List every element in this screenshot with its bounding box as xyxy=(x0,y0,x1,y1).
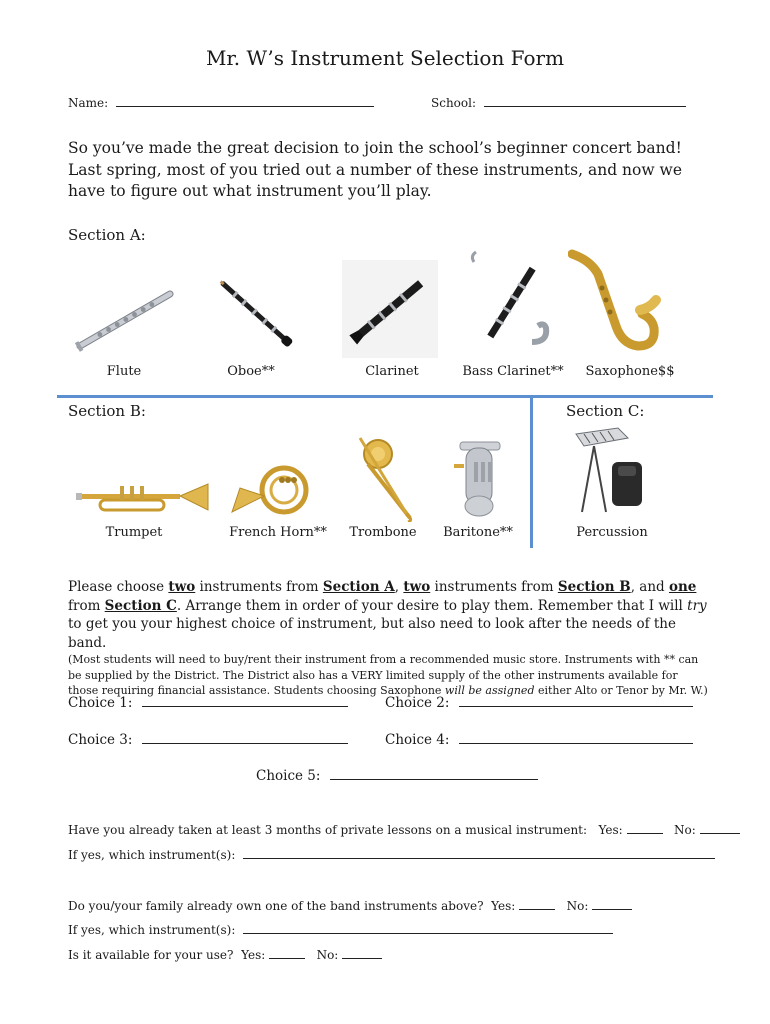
name-field[interactable] xyxy=(68,94,374,110)
intro-paragraph: So you’ve made the great decision to join the school’s beginner concert band! Last spring, most of you tried out a number of these instruments, and now we have to figure out what instrument you’ll play. xyxy=(68,139,682,200)
choice-2-field[interactable] xyxy=(385,694,693,711)
one-emphasis: one xyxy=(668,579,697,595)
available-yes-line[interactable] xyxy=(269,946,305,959)
french-horn-image xyxy=(226,462,316,518)
clarinet-image xyxy=(342,260,438,358)
saxophone-image xyxy=(568,248,662,358)
section-a-emphasis: Section A xyxy=(322,579,395,595)
bass-clarinet-image xyxy=(466,246,554,362)
section-b-emphasis: Section B xyxy=(557,579,631,595)
section-c-label: Section C: xyxy=(566,402,645,420)
trumpet-label: Trumpet xyxy=(105,525,163,540)
available-question: Is it available for your use? Yes: No: xyxy=(68,946,382,962)
own-no-line[interactable] xyxy=(592,897,632,910)
trombone-label: Trombone xyxy=(349,525,417,540)
own-instrument-question: Do you/your family already own one of the band instruments above? Yes: No: xyxy=(68,897,632,913)
own-instrument-line[interactable] xyxy=(243,921,613,934)
section-divider-horizontal xyxy=(57,395,713,398)
percussion-image xyxy=(572,424,646,518)
oboe-label: Oboe** xyxy=(227,364,275,379)
section-a-label: Section A: xyxy=(68,226,146,244)
name-input-line[interactable] xyxy=(116,94,374,107)
choice-3-input-line[interactable] xyxy=(142,731,348,744)
name-label: Name: xyxy=(68,96,109,110)
trombone-image xyxy=(350,430,420,522)
percussion-label: Percussion xyxy=(576,525,648,540)
section-c-emphasis: Section C xyxy=(104,597,177,614)
own-instrument-followup: If yes, which instrument(s): xyxy=(68,921,613,937)
choice-4-input-line[interactable] xyxy=(459,731,693,744)
choice-2-input-line[interactable] xyxy=(459,694,693,707)
clarinet-label: Clarinet xyxy=(365,364,419,379)
choice-1-label: Choice 1: xyxy=(68,695,133,711)
lessons-no-line[interactable] xyxy=(700,821,740,834)
choice-5-label: Choice 5: xyxy=(256,768,321,784)
two-a-emphasis: two xyxy=(168,579,196,595)
choice-3-label: Choice 3: xyxy=(68,732,133,748)
available-no-line[interactable] xyxy=(342,946,382,959)
french-horn-label: French Horn** xyxy=(229,525,327,540)
baritone-image xyxy=(454,438,506,520)
baritone-label: Baritone** xyxy=(443,525,513,540)
instructions-note: (Most students will need to buy/rent their instrument from a recommended music store. Instruments with ** can be supplied by the District. The District also has a VERY limited supply of the other instruments available for those requiring financial assistance. Students choosing Saxophone will be assigned either Alto or Tenor by Mr. W.) xyxy=(68,653,708,697)
page-title: Mr. W’s Instrument Selection Form xyxy=(205,46,565,70)
choice-2-label: Choice 2: xyxy=(385,695,450,711)
school-label: School: xyxy=(431,96,476,110)
saxophone-label: Saxophone$$ xyxy=(585,364,675,379)
instructions-paragraph: Please choose two instruments from Section A, two instruments from Section B, and one from Section C. Arrange them in order of your desire to play them. Remember that I will try to get you your highest choice of instrument, but also need to look after the needs of the band. (Most students will need to buy/rent their instrument from a recommended music store. Instruments with ** can be supplied by the District. The District also has a VERY limited supply of the other instruments available for those requiring financial assistance. Students choosing Saxophone will be assigned either Alto or Tenor by Mr. W.) xyxy=(68,579,708,697)
choice-5-input-line[interactable] xyxy=(330,767,538,780)
lessons-yes-line[interactable] xyxy=(627,821,663,834)
choice-4-field[interactable] xyxy=(385,731,693,748)
choice-1-input-line[interactable] xyxy=(142,694,348,707)
oboe-image xyxy=(208,268,304,360)
choice-4-label: Choice 4: xyxy=(385,732,450,748)
choice-1-field[interactable] xyxy=(68,694,348,711)
two-b-emphasis: two xyxy=(403,579,431,595)
section-b-label: Section B: xyxy=(68,402,146,420)
trumpet-image xyxy=(76,478,212,518)
lessons-followup: If yes, which instrument(s): xyxy=(68,846,715,862)
bass-clarinet-label: Bass Clarinet** xyxy=(462,364,564,379)
lessons-question: Have you already taken at least 3 months of private lessons on a musical instrument: Yes: No: xyxy=(68,821,740,837)
lessons-instrument-line[interactable] xyxy=(243,846,715,859)
school-field[interactable] xyxy=(431,94,686,110)
choice-3-field[interactable] xyxy=(68,731,348,748)
own-yes-line[interactable] xyxy=(519,897,555,910)
flute-image xyxy=(66,278,184,362)
school-input-line[interactable] xyxy=(484,94,686,107)
choice-5-field[interactable] xyxy=(256,767,538,784)
flute-label: Flute xyxy=(106,364,142,379)
